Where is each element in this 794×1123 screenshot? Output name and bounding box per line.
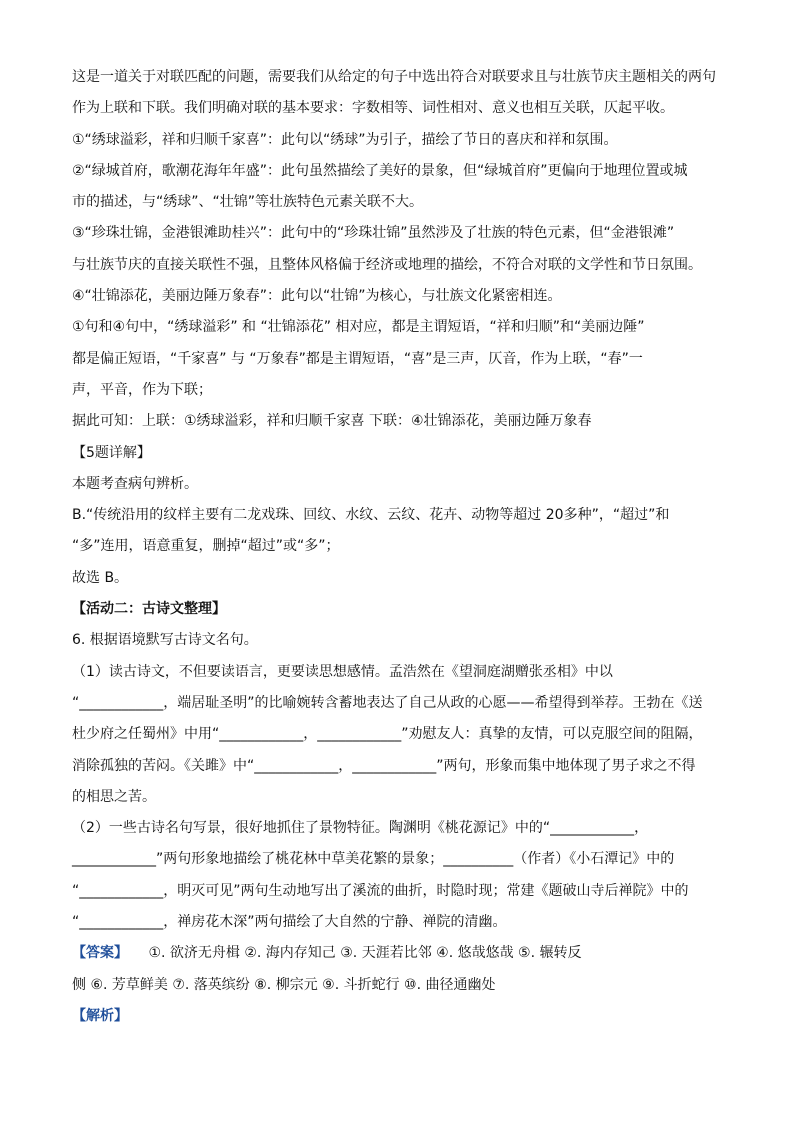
text-line: 据此可知：上联：①绣球溢彩，祥和归顺千家喜 下联：④壮锦添花，美丽边陲万象春 xyxy=(72,413,592,430)
text-line: （1）读古诗文，不但要读语言，更要读思想感情。孟浩然在《望洞庭湖赠张丞相》中以 xyxy=(72,663,613,680)
text-line: （2）一些古诗名句写景，很好地抓住了景物特征。陶渊明《桃花源记》中的“____________， xyxy=(72,820,649,837)
text-line: 都是偏正短语，“千家喜” 与 “万象春”都是主谓短语，“喜”是三声，仄音，作为上联，“春”一 xyxy=(72,350,643,367)
document-page xyxy=(72,62,732,1032)
question-title: 6. 根据语境默写古诗文名句。 xyxy=(72,632,258,649)
text-line: ③“珍珠壮锦，金港银滩助桂兴”：此句中的“珍珠壮锦”虽然涉及了壮族的特色元素，但“金港银滩” xyxy=(72,225,675,242)
answer-items: ①. 欲济无舟楫 ②. 海内存知己 ③. 天涯若比邻 ④. 悠哉悠哉 ⑤. 辗转反 xyxy=(148,945,582,962)
text-line: 声，平音，作为下联； xyxy=(72,381,212,398)
text-line: “多”连用，语意重复，删掉“超过”或“多”； xyxy=(72,538,340,555)
text-line: ①“绣球溢彩，祥和归顺千家喜”：此句以“绣球”为引子，描绘了节日的喜庆和祥和氛围。 xyxy=(72,131,618,148)
text-line: 故选 B。 xyxy=(72,569,129,586)
text-line: ②“绿城首府，歌潮花海年年盛”：此句虽然描绘了美好的景象，但“绿城首府”更偏向于地理位置或城 xyxy=(72,162,688,179)
text-line: 这是一道关于对联匹配的问题，需要我们从给定的句子中选出符合对联要求且与壮族节庆主题相关的两句 xyxy=(72,69,716,85)
text-line: ④“壮锦添花，美丽边陲万象春”：此句以“壮锦”为核心，与壮族文化紧密相连。 xyxy=(72,288,562,305)
text-line: 的相思之苦。 xyxy=(72,788,156,805)
answer-line-continued: 侧 ⑥. 芳草鲜美 ⑦. 落英缤纷 ⑧. 柳宗元 ⑨. 斗折蛇行 ⑩. 曲径通幽处 xyxy=(72,976,496,993)
activity-heading: 【活动二：古诗文整理】 xyxy=(72,601,226,618)
text-line: ____________”两句形象地描绘了桃花林中草美花繁的景象；__________（作者）《小石潭记》中的 xyxy=(72,851,675,868)
text-line: “____________，端居耻圣明”的比喻婉转含蓄地表达了自己从政的心愿——希望得到举荐。王勃在《送 xyxy=(72,694,703,711)
text-line: “____________，明灭可见”两句生动地写出了溪流的曲折，时隐时现；常建《题破山寺后禅院》中的 xyxy=(72,882,689,899)
text-line: ①句和④句中，“绣球溢彩” 和 “壮锦添花” 相对应，都是主谓短语，“祥和归顺”和“美丽边陲” xyxy=(72,319,645,336)
answer-label: 【答案】 xyxy=(72,945,128,962)
text-line: 本题考查病句辨析。 xyxy=(72,475,198,492)
text-line: 消除孤独的苦闷。《关雎》中“____________，____________”两句，形象而集中地体现了男子求之不得 xyxy=(72,757,696,774)
text-line: B.“传统沿用的纹样主要有二龙戏珠、回纹、水纹、云纹、花卉、动物等超过 20多种”，“超过”和 xyxy=(72,507,670,524)
section-heading: 【5题详解】 xyxy=(72,444,151,461)
text-line: 作为上联和下联。我们明确对联的基本要求：字数相等、词性相对、意义也相互关联，仄起平收。 xyxy=(72,100,674,117)
text-line: 与壮族节庆的直接关联性不强，且整体风格偏于经济或地理的描绘，不符合对联的文学性和节日氛围。 xyxy=(72,256,702,273)
answer-line xyxy=(72,938,732,969)
text-line: “____________，禅房花木深”两句描绘了大自然的宁静、禅院的清幽。 xyxy=(72,914,507,931)
text-line: 杜少府之任蜀州》中用“____________，____________”劝慰友人：真挚的友情，可以克服空间的阻隔， xyxy=(72,726,703,743)
analysis-label: 【解析】 xyxy=(72,1007,128,1024)
text-line: 市的描述，与“绣球”、“壮锦”等壮族特色元素关联不大。 xyxy=(72,194,424,211)
